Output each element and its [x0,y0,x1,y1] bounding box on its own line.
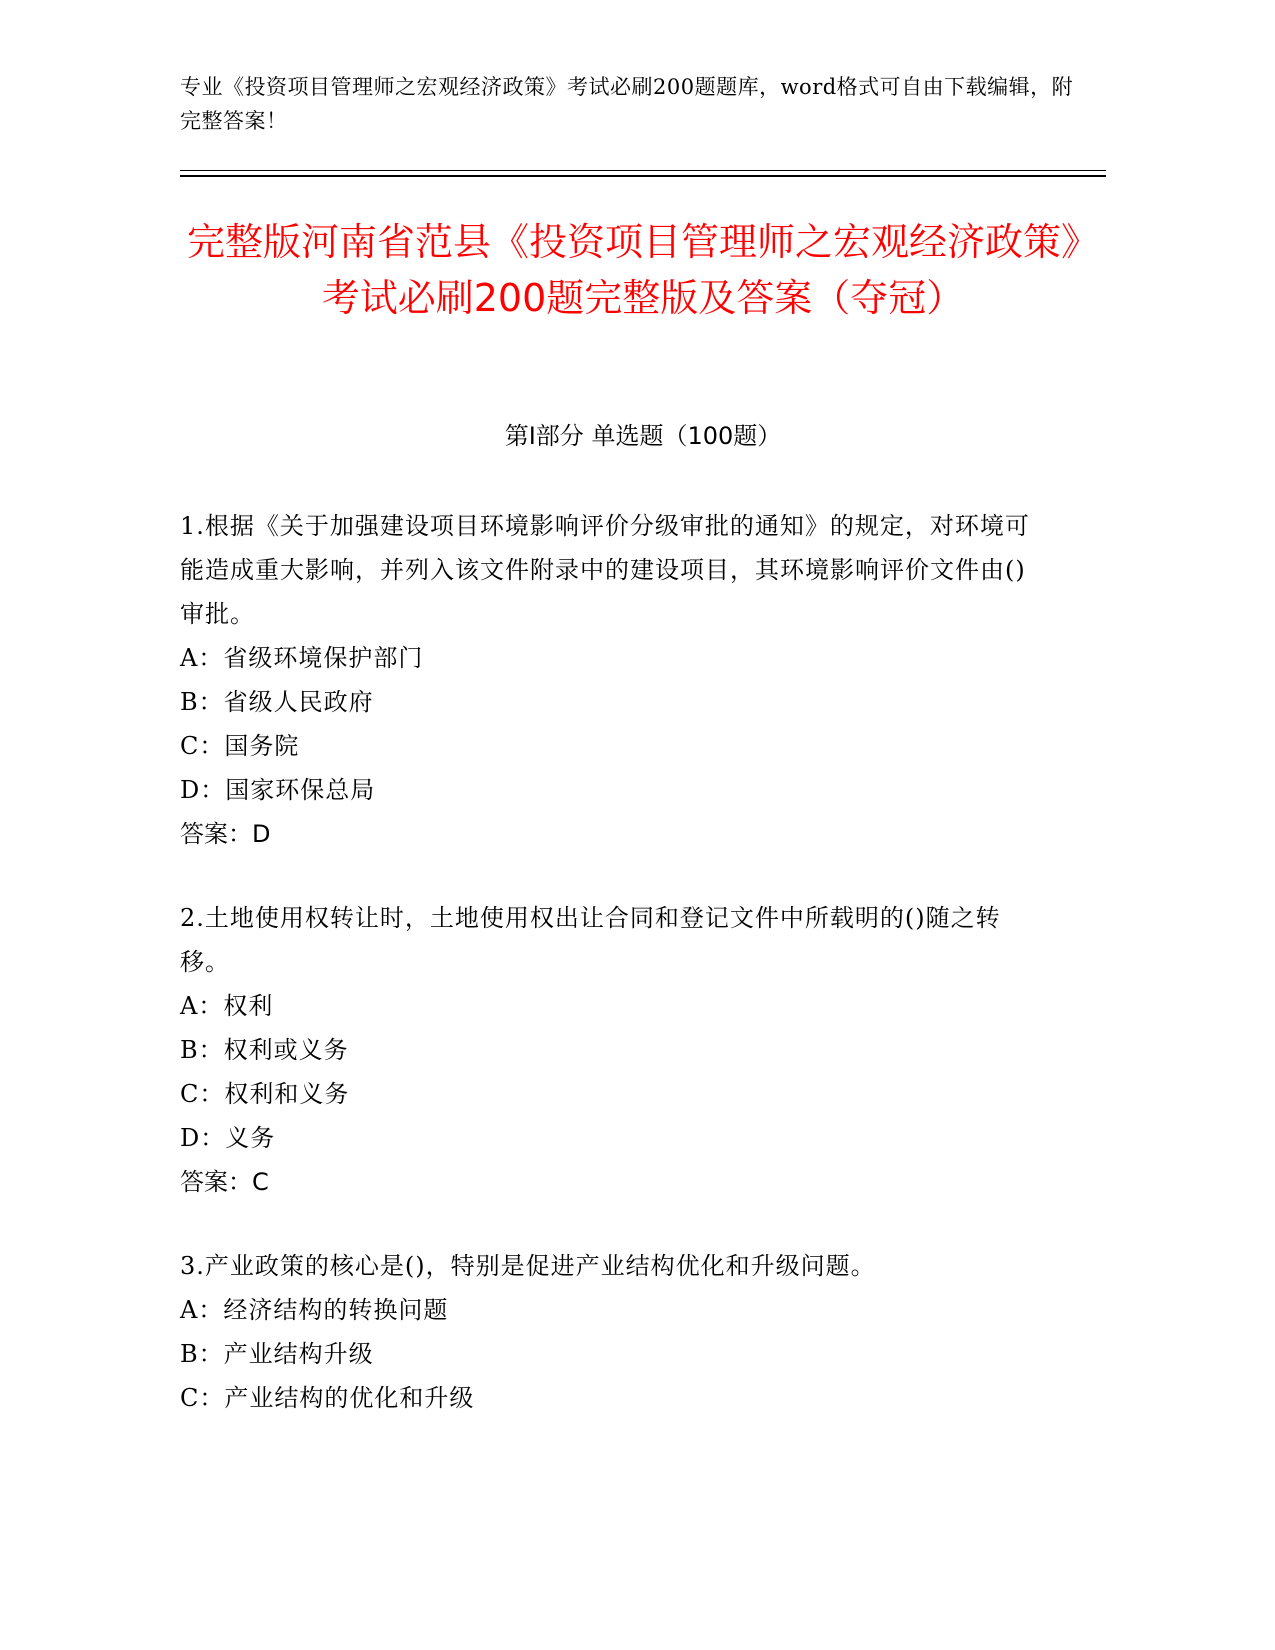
document-title: 完整版河南省范县《投资项目管理师之宏观经济政策》考试必刷200题完整版及答案（夺冠） [186,220,1099,320]
question-option: C：权利和义务 [180,1080,350,1108]
question-block [180,896,1050,1204]
question-option: A：经济结构的转换问题 [180,1296,449,1324]
question-option: A：省级环境保护部门 [180,644,424,672]
question-option: A：权利 [180,992,274,1020]
question-option: D：义务 [180,1124,276,1152]
question-block [180,1244,1050,1420]
question-stem: 2.土地使用权转让时，土地使用权出让合同和登记文件中所载明的()随之转移。 [180,904,1001,976]
question-option: B：权利或义务 [180,1036,349,1064]
question-answer: 答案：D [180,820,271,848]
section-heading: 第I部分 单选题（100题） [504,422,782,450]
question-option: C：产业结构的优化和升级 [180,1384,475,1412]
question-block [180,504,1050,856]
question-option: B：省级人民政府 [180,688,374,716]
question-answer: 答案：C [180,1168,269,1196]
question-stem: 3.产业政策的核心是()，特别是促进产业结构优化和升级问题。 [180,1252,876,1280]
question-option: D：国家环保总局 [180,776,376,804]
header-divider-thin [180,170,1106,171]
header-divider-thick [180,175,1106,177]
question-option: C：国务院 [180,732,300,760]
header-note: 专业《投资项目管理师之宏观经济政策》考试必刷200题题库，word格式可自由下载编辑，附完整答案！ [180,75,1074,133]
question-stem: 1.根据《关于加强建设项目环境影响评价分级审批的通知》的规定，对环境可能造成重大影响，并列入该文件附录中的建设项目，其环境影响评价文件由()审批。 [180,512,1030,628]
question-option: B：产业结构升级 [180,1340,374,1368]
